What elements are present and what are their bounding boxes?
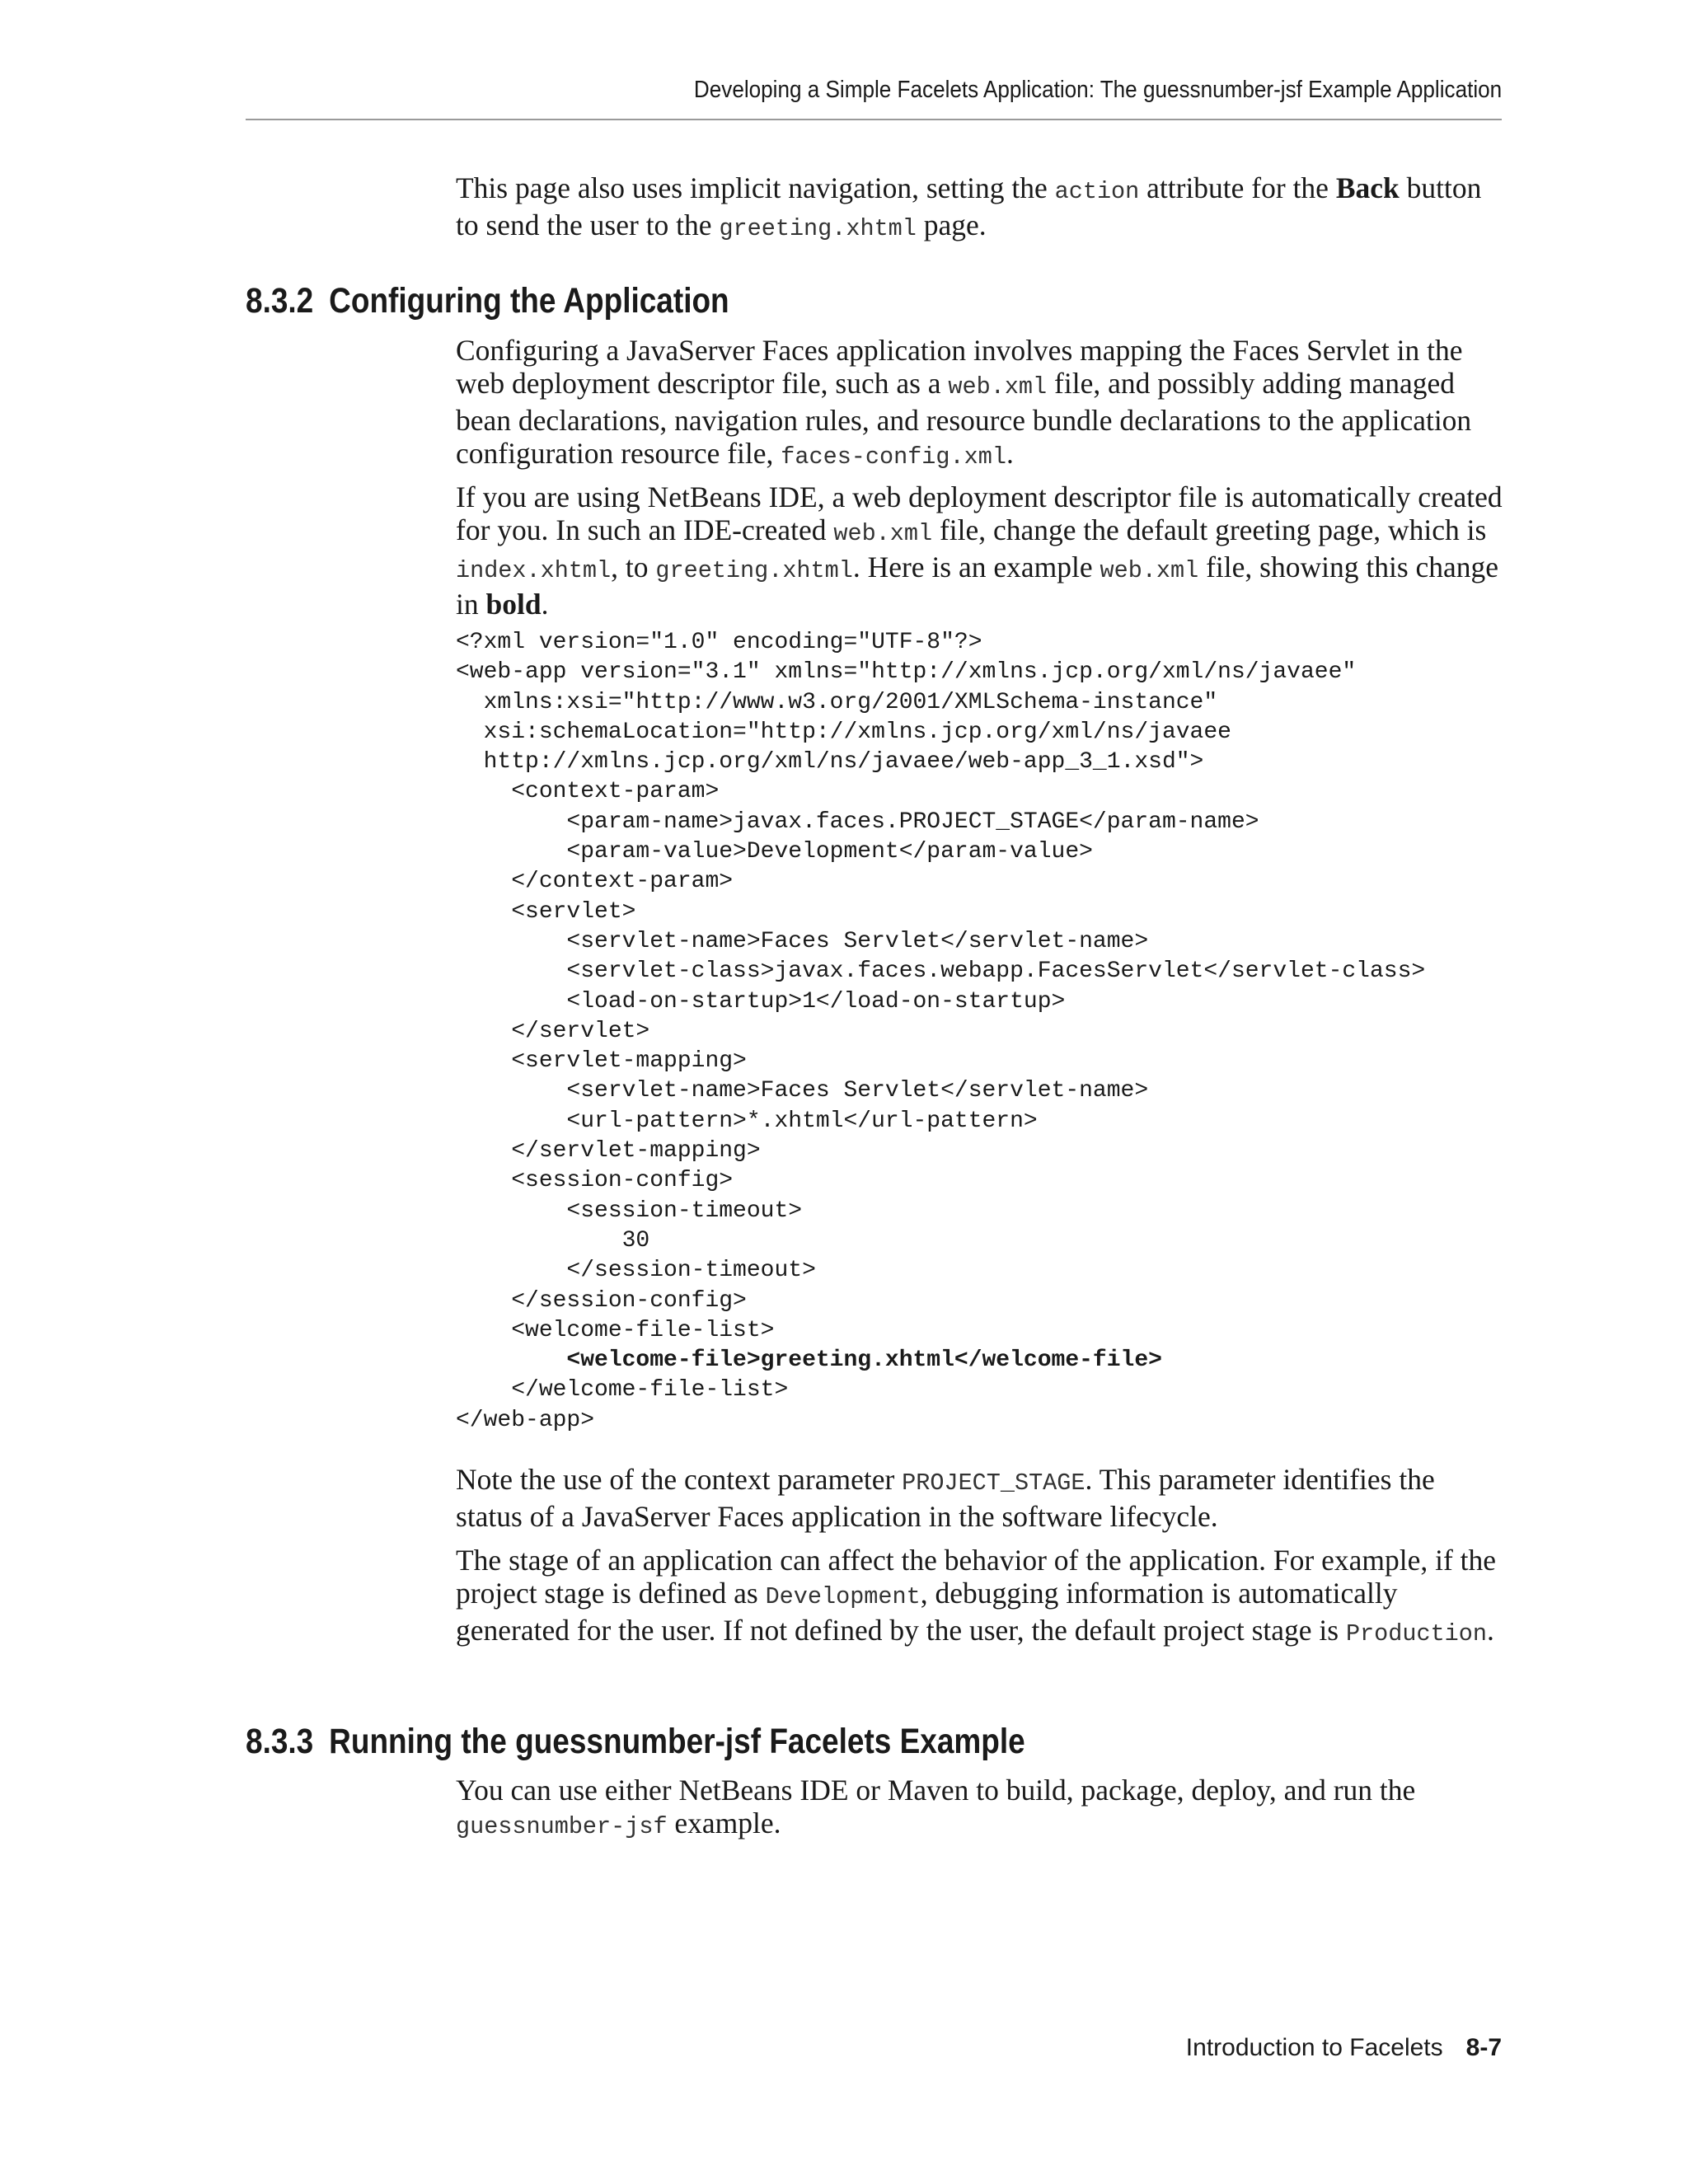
code-run: PROJECT_STAGE [902,1469,1085,1497]
text-run: page. [916,209,987,241]
code-line: <load-on-startup>1</load-on-startup> [456,988,1066,1015]
text-run: Configuring a JavaServer Faces application involves mapping the Faces Servlet in the web deployment descriptor file, such as a [456,334,1463,400]
code-line: <url-pattern>*.xhtml</url-pattern> [456,1108,1038,1134]
code-run: guessnumber-jsf [456,1813,668,1840]
code-line: <context-param> [456,779,720,805]
text-run: file, showing this change in [456,551,1499,621]
code-run: Development [765,1583,921,1610]
code-line: <servlet-name>Faces Servlet</servlet-name> [456,1078,1149,1104]
code-line: http://xmlns.jcp.org/xml/ns/javaee/web-app_3_1.xsd"> [456,749,1204,776]
text-run: . [541,588,549,621]
code-run: greeting.xhtml [719,215,917,242]
running-header [246,76,1502,120]
intro-paragraph [456,171,1503,246]
text-run: file, change the default greeting page, which is [932,513,1487,546]
configuring-paragraph [456,334,1503,474]
footer-chapter-title: Introduction to Facelets [1185,2034,1443,2061]
running-example-paragraph [456,1774,1503,1844]
text-run: example. [667,1807,781,1840]
page-footer [1186,2033,1502,2063]
section-number: 8.3.3 [246,1722,314,1761]
code-line: xsi:schemaLocation="http://xmlns.jcp.org/xml/ns/javaee [456,719,1231,745]
code-line: <servlet-mapping> [456,1048,747,1075]
text-run: , debugging information is automatically generated for the user. If not defined by the user, the default project stage is [456,1577,1398,1647]
code-run: action [1054,178,1140,205]
section-heading-8-3-3 [246,1721,1025,1762]
page-number: 8-7 [1465,2034,1502,2061]
text-run: button to send the user to the [456,171,1482,241]
code-line: <servlet-name>Faces Servlet</servlet-name> [456,928,1149,954]
text-run: . This parameter identifies the status of a JavaServer Faces application in the software lifecycle. [456,1463,1435,1533]
stage-behavior-paragraph [456,1544,1503,1651]
code-line: </session-config> [456,1287,747,1314]
text-run: . [1006,437,1014,470]
text-run: The stage of an application can affect the behavior of the application. For example, if the project stage is defined as [456,1544,1497,1610]
section-title: Running the guessnumber-jsf Facelets Example [329,1722,1025,1761]
code-line: </servlet> [456,1018,650,1044]
section-title: Configuring the Application [329,281,729,321]
code-line: </web-app> [456,1407,595,1433]
text-run: file, and possibly adding managed bean declarations, navigation rules, and resource bundle declarations to the application configuration resource file, [456,367,1472,470]
text-run: If you are using NetBeans IDE, a web deployment descriptor file is automatically created for you. In such an IDE-created [456,480,1503,546]
code-line: <?xml version="1.0" encoding="UTF-8"?> [456,630,982,655]
project-stage-paragraph [456,1463,1503,1533]
code-line: <param-value>Development</param-value> [456,839,1093,865]
text-run: , to [611,551,656,583]
text-run: You can use either NetBeans IDE or Maven to build, package, deploy, and run the [456,1774,1416,1807]
code-run: web.xml [833,520,933,547]
running-header-title: Developing a Simple Facelets Application: The guessnumber-jsf Example Application [693,77,1502,103]
code-line: xmlns:xsi="http://www.w3.org/2001/XMLSchema-instance" [456,689,1218,715]
code-line: </welcome-file-list> [456,1377,789,1404]
bold-run: Back [1335,171,1400,204]
code-line: <servlet> [456,898,636,925]
text-run: . [1486,1614,1494,1647]
code-line: <welcome-file>greeting.xhtml</welcome-file> [456,1347,1162,1374]
code-run: web.xml [1100,557,1199,584]
text-run: Note the use of the context parameter [456,1463,903,1496]
section-heading-8-3-2 [246,280,729,321]
code-run: Production [1345,1620,1487,1647]
netbeans-paragraph [456,480,1503,621]
code-line: 30 [456,1227,650,1254]
text-run: attribute for the [1139,171,1336,204]
code-run: greeting.xhtml [655,557,853,584]
code-line: </context-param> [456,869,734,895]
code-line: <session-timeout> [456,1197,803,1224]
code-run: index.xhtml [456,557,612,584]
section-number: 8.3.2 [246,281,314,321]
bold-run: bold [485,588,542,621]
code-line: <param-name>javax.faces.PROJECT_STAGE</param-name> [456,808,1259,835]
code-line: <session-config> [456,1168,734,1194]
web-xml-code-block [456,628,1425,1436]
code-line: <welcome-file-list> [456,1317,775,1343]
code-line: <web-app version="3.1" xmlns="http://xmlns.jcp.org/xml/ns/javaee" [456,659,1357,686]
text-run: . Here is an example [852,551,1100,583]
text-run: This page also uses implicit navigation, setting the [456,171,1055,204]
code-line: </session-timeout> [456,1258,816,1284]
code-line: <servlet-class>javax.faces.webapp.FacesServlet</servlet-class> [456,958,1426,985]
code-run: web.xml [948,373,1048,401]
code-line: </servlet-mapping> [456,1138,761,1165]
code-run: faces-config.xml [781,443,1006,471]
